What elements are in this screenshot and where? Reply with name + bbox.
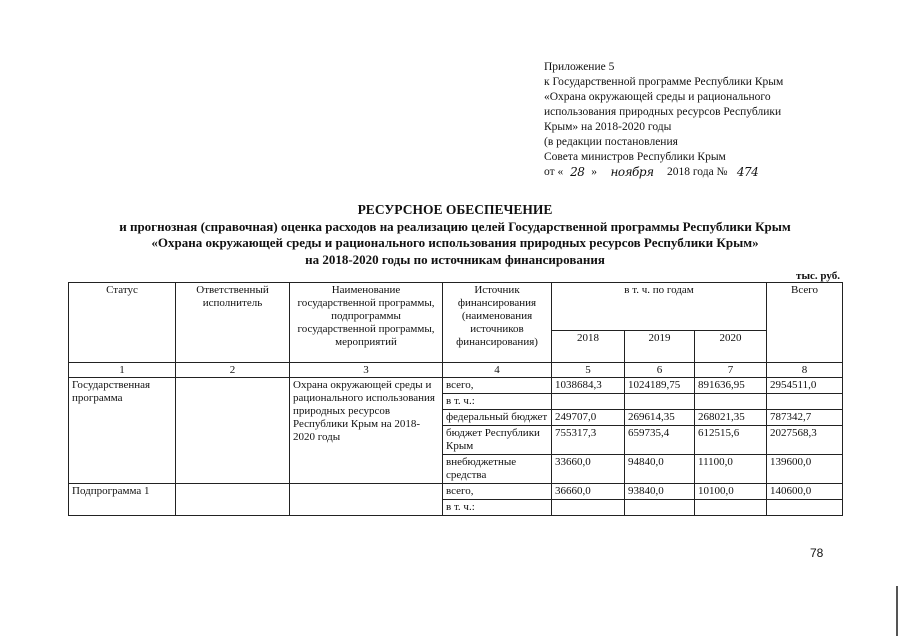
header-year-2019: 2019 [625,331,695,363]
column-number: 7 [695,363,767,378]
value-2019: 1024189,75 [625,378,695,394]
document-title [60,202,850,268]
value-2018: 1038684,3 [552,378,625,394]
column-number: 3 [290,363,443,378]
program-name: Охрана окружающей среды и рационального использования природных ресурсов Республики Крым на 2018-2020 годы [290,378,443,484]
scan-edge-mark [896,586,898,636]
table-row [69,484,843,500]
handwritten-number: 474 [736,165,759,179]
value-total: 139600,0 [767,455,843,484]
header-year-2018: 2018 [552,331,625,363]
value-2020: 11100,0 [695,455,767,484]
handwritten-month: ноября [610,165,654,179]
value-total: 2954511,0 [767,378,843,394]
appendix-line: к Государственной программе Республики Крым [544,76,784,88]
column-number: 2 [176,363,290,378]
subprogram-name [290,484,443,516]
value-2019: 94840,0 [625,455,695,484]
value-2018 [552,500,625,516]
source-cell: внебюджетные средства [443,455,552,484]
value-2020: 891636,95 [695,378,767,394]
column-number: 5 [552,363,625,378]
value-2019 [625,394,695,410]
appendix-line: «Охрана окружающей среды и рационального [544,91,771,103]
value-2020: 10100,0 [695,484,767,500]
appendix-line: (в редакции постановления [544,136,678,148]
subprogram-status: Подпрограмма 1 [69,484,176,516]
header-executor: Ответственный исполнитель [176,283,290,363]
header-year-2020: 2020 [695,331,767,363]
value-2019 [625,500,695,516]
date-suffix: 2018 года № [667,166,728,178]
appendix-line: Приложение 5 [544,61,615,73]
table-row [69,378,843,394]
value-2018 [552,394,625,410]
source-cell: в т. ч.: [443,500,552,516]
value-2018: 755317,3 [552,426,625,455]
value-2020 [695,394,767,410]
source-cell: всего, [443,484,552,500]
column-number-row [69,363,843,378]
appendix-block [544,60,844,180]
header-by-years: в т. ч. по годам [552,283,767,331]
value-total: 140600,0 [767,484,843,500]
value-2020 [695,500,767,516]
title-line: «Охрана окружающей среды и рационального использования природных ресурсов Республики Крым» [151,235,759,250]
handwritten-day: 28 [570,165,585,179]
appendix-line: использования природных ресурсов Республики [544,106,782,118]
program-status: Государственная программа [69,378,176,484]
title-line: и прогнозная (справочная) оценка расходов на реализацию целей Государственной программы Республики Крым [119,218,791,234]
source-cell: всего, [443,378,552,394]
source-cell: федеральный бюджет [443,410,552,426]
header-name: Наименование государственной программы, подпрограммы государственной программы, мероприятий [290,283,443,363]
page-number: 78 [810,546,824,560]
header-source: Источник финансирования (наименования источников финансирования) [443,283,552,363]
resource-table [68,282,843,516]
appendix-line: Совета министров Республики Крым [544,151,726,163]
units-label: тыс. руб. [796,270,840,282]
date-prefix: от « [544,166,564,178]
program-executor [176,378,290,484]
value-total [767,500,843,516]
source-cell: в т. ч.: [443,394,552,410]
resolution-date-line [544,165,844,180]
column-number: 4 [443,363,552,378]
source-cell: бюджет Республики Крым [443,426,552,455]
appendix-line: Крым» на 2018-2020 годы [544,121,672,133]
subprogram-executor [176,484,290,516]
value-total: 2027568,3 [767,426,843,455]
column-number: 1 [69,363,176,378]
value-2018: 33660,0 [552,455,625,484]
date-mid: » [591,166,597,178]
column-number: 6 [625,363,695,378]
header-total: Всего [767,283,843,363]
header-status: Статус [69,283,176,363]
value-2020: 612515,6 [695,426,767,455]
title-line: на 2018-2020 годы по источникам финансирования [305,251,605,267]
value-2019: 659735,4 [625,426,695,455]
column-number: 8 [767,363,843,378]
value-total: 787342,7 [767,410,843,426]
title-heading: РЕСУРСНОЕ ОБЕСПЕЧЕНИЕ [357,202,553,217]
value-2018: 249707,0 [552,410,625,426]
value-2019: 93840,0 [625,484,695,500]
value-2018: 36660,0 [552,484,625,500]
value-2019: 269614,35 [625,410,695,426]
value-total [767,394,843,410]
value-2020: 268021,35 [695,410,767,426]
